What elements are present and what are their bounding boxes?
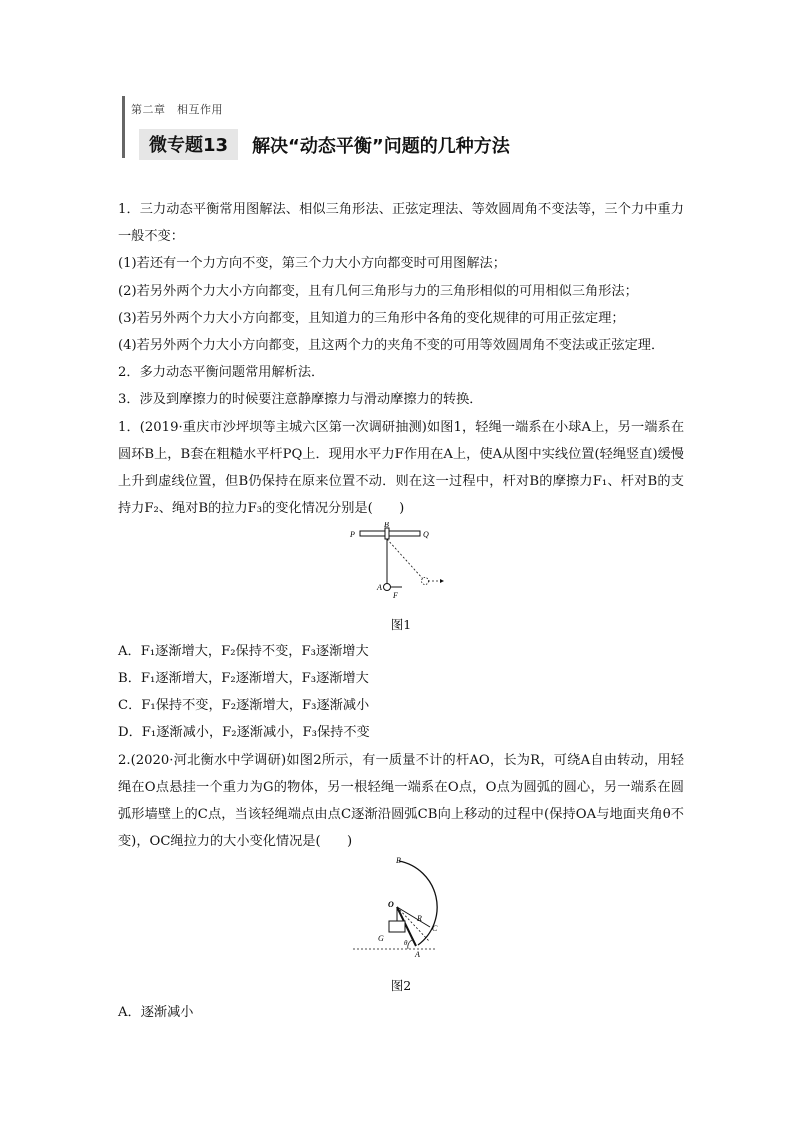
title-row bbox=[131, 129, 510, 160]
question-1-option-c: C．F₁保持不变，F₂逐渐增大，F₃逐渐减小 bbox=[118, 698, 370, 714]
figure-1-caption: 图1 bbox=[390, 616, 412, 632]
intro-point-1-1: (1)若还有一个力方向不变，第三个力大小方向都变时可用图解法； bbox=[118, 256, 506, 272]
chapter-label: 第二章 相互作用 bbox=[131, 103, 223, 116]
label-q: Q bbox=[423, 530, 429, 540]
label-b: B bbox=[396, 856, 401, 866]
ball-a-dashed bbox=[422, 578, 429, 585]
rod-pq bbox=[360, 531, 420, 536]
rope-dashed bbox=[387, 539, 423, 579]
label-a: A bbox=[415, 950, 420, 960]
figure-1-diagram bbox=[346, 522, 456, 600]
question-1-option-a: A．F₁逐渐增大，F₂保持不变，F₃逐渐增大 bbox=[118, 643, 369, 659]
intro-point-3: 3．涉及到摩擦力的时候要注意静摩擦力与滑动摩擦力的转换． bbox=[118, 392, 483, 408]
label-c: C bbox=[432, 924, 438, 934]
angle-arc bbox=[408, 940, 412, 949]
label-p: P bbox=[350, 530, 355, 540]
intro-point-2: 2．多力动态平衡问题常用解析法． bbox=[118, 365, 325, 381]
label-f: F bbox=[393, 591, 398, 601]
question-1-option-d: D．F₁逐渐减小，F₂逐渐减小，F₃保持不变 bbox=[118, 725, 370, 741]
chapter-header bbox=[122, 96, 510, 158]
ball-a bbox=[384, 584, 391, 591]
label-a: A bbox=[377, 583, 382, 593]
document-body bbox=[118, 196, 684, 1026]
label-o: O bbox=[388, 900, 394, 910]
label-b: B bbox=[384, 522, 389, 530]
page-title: 解决“动态平衡”问题的几种方法 bbox=[252, 135, 510, 157]
intro-point-1: 1．三力动态平衡常用图解法、相似三角形法、正弦定理法、等效圆周角不变法等，三个力中重力一般不变： bbox=[118, 202, 684, 245]
figure-1 bbox=[118, 522, 684, 610]
label-theta: θ bbox=[404, 939, 408, 948]
question-2-option-a: A．逐渐减小 bbox=[118, 1004, 194, 1020]
question-1-stem: 1．(2019·重庆市沙坪坝等主城六区第一次调研抽测)如图1，轻绳一端系在小球A上，另一端系在圆环B上，B套在粗糙水平杆PQ上．现用水平力F作用在A上，使A从图中实线位置(轻绳竖直)缓慢上升到虚线位置，但B仍保持在原来位置不动．则在这一过程中，杆对B的摩擦力F₁、杆对B的支持力F₂、绳对B的拉力F₃的变化情况分别是( ) bbox=[118, 419, 684, 517]
weight-block bbox=[389, 921, 405, 932]
figure-2 bbox=[118, 855, 684, 971]
label-g: G bbox=[378, 934, 384, 944]
arrowhead bbox=[440, 579, 444, 583]
figure-2-caption: 图2 bbox=[390, 977, 412, 993]
figure-2-diagram bbox=[351, 855, 451, 961]
topic-badge: 微专题13 bbox=[139, 129, 238, 160]
label-r: R bbox=[417, 914, 422, 924]
intro-point-1-2: (2)若另外两个力大小方向都变，且有几何三角形与力的三角形相似的可用相似三角形法； bbox=[118, 283, 638, 299]
intro-point-1-4: (4)若另外两个力大小方向都变，且这两个力的夹角不变的可用等效圆周角不变法或正弦定理． bbox=[118, 338, 665, 354]
question-2-stem: 2.(2020·河北衡水中学调研)如图2所示，有一质量不计的杆AO，长为R，可绕A自由转动，用轻绳在O点悬挂一个重力为G的物体，另一根轻绳一端系在O点，O点为圆弧的圆心，另一端系在圆弧形墙壁上的C点，当该轻绳端点由点C逐渐沿圆弧CB向上移动的过程中(保持OA与地面夹角θ不变)，OC绳拉力的大小变化情况是( ) bbox=[118, 752, 684, 850]
intro-point-1-3: (3)若另外两个力大小方向都变，且知道力的三角形中各角的变化规律的可用正弦定理； bbox=[118, 310, 625, 326]
question-1-option-b: B．F₁逐渐增大，F₂逐渐增大，F₃逐渐增大 bbox=[118, 671, 369, 687]
ring-b bbox=[385, 528, 389, 539]
